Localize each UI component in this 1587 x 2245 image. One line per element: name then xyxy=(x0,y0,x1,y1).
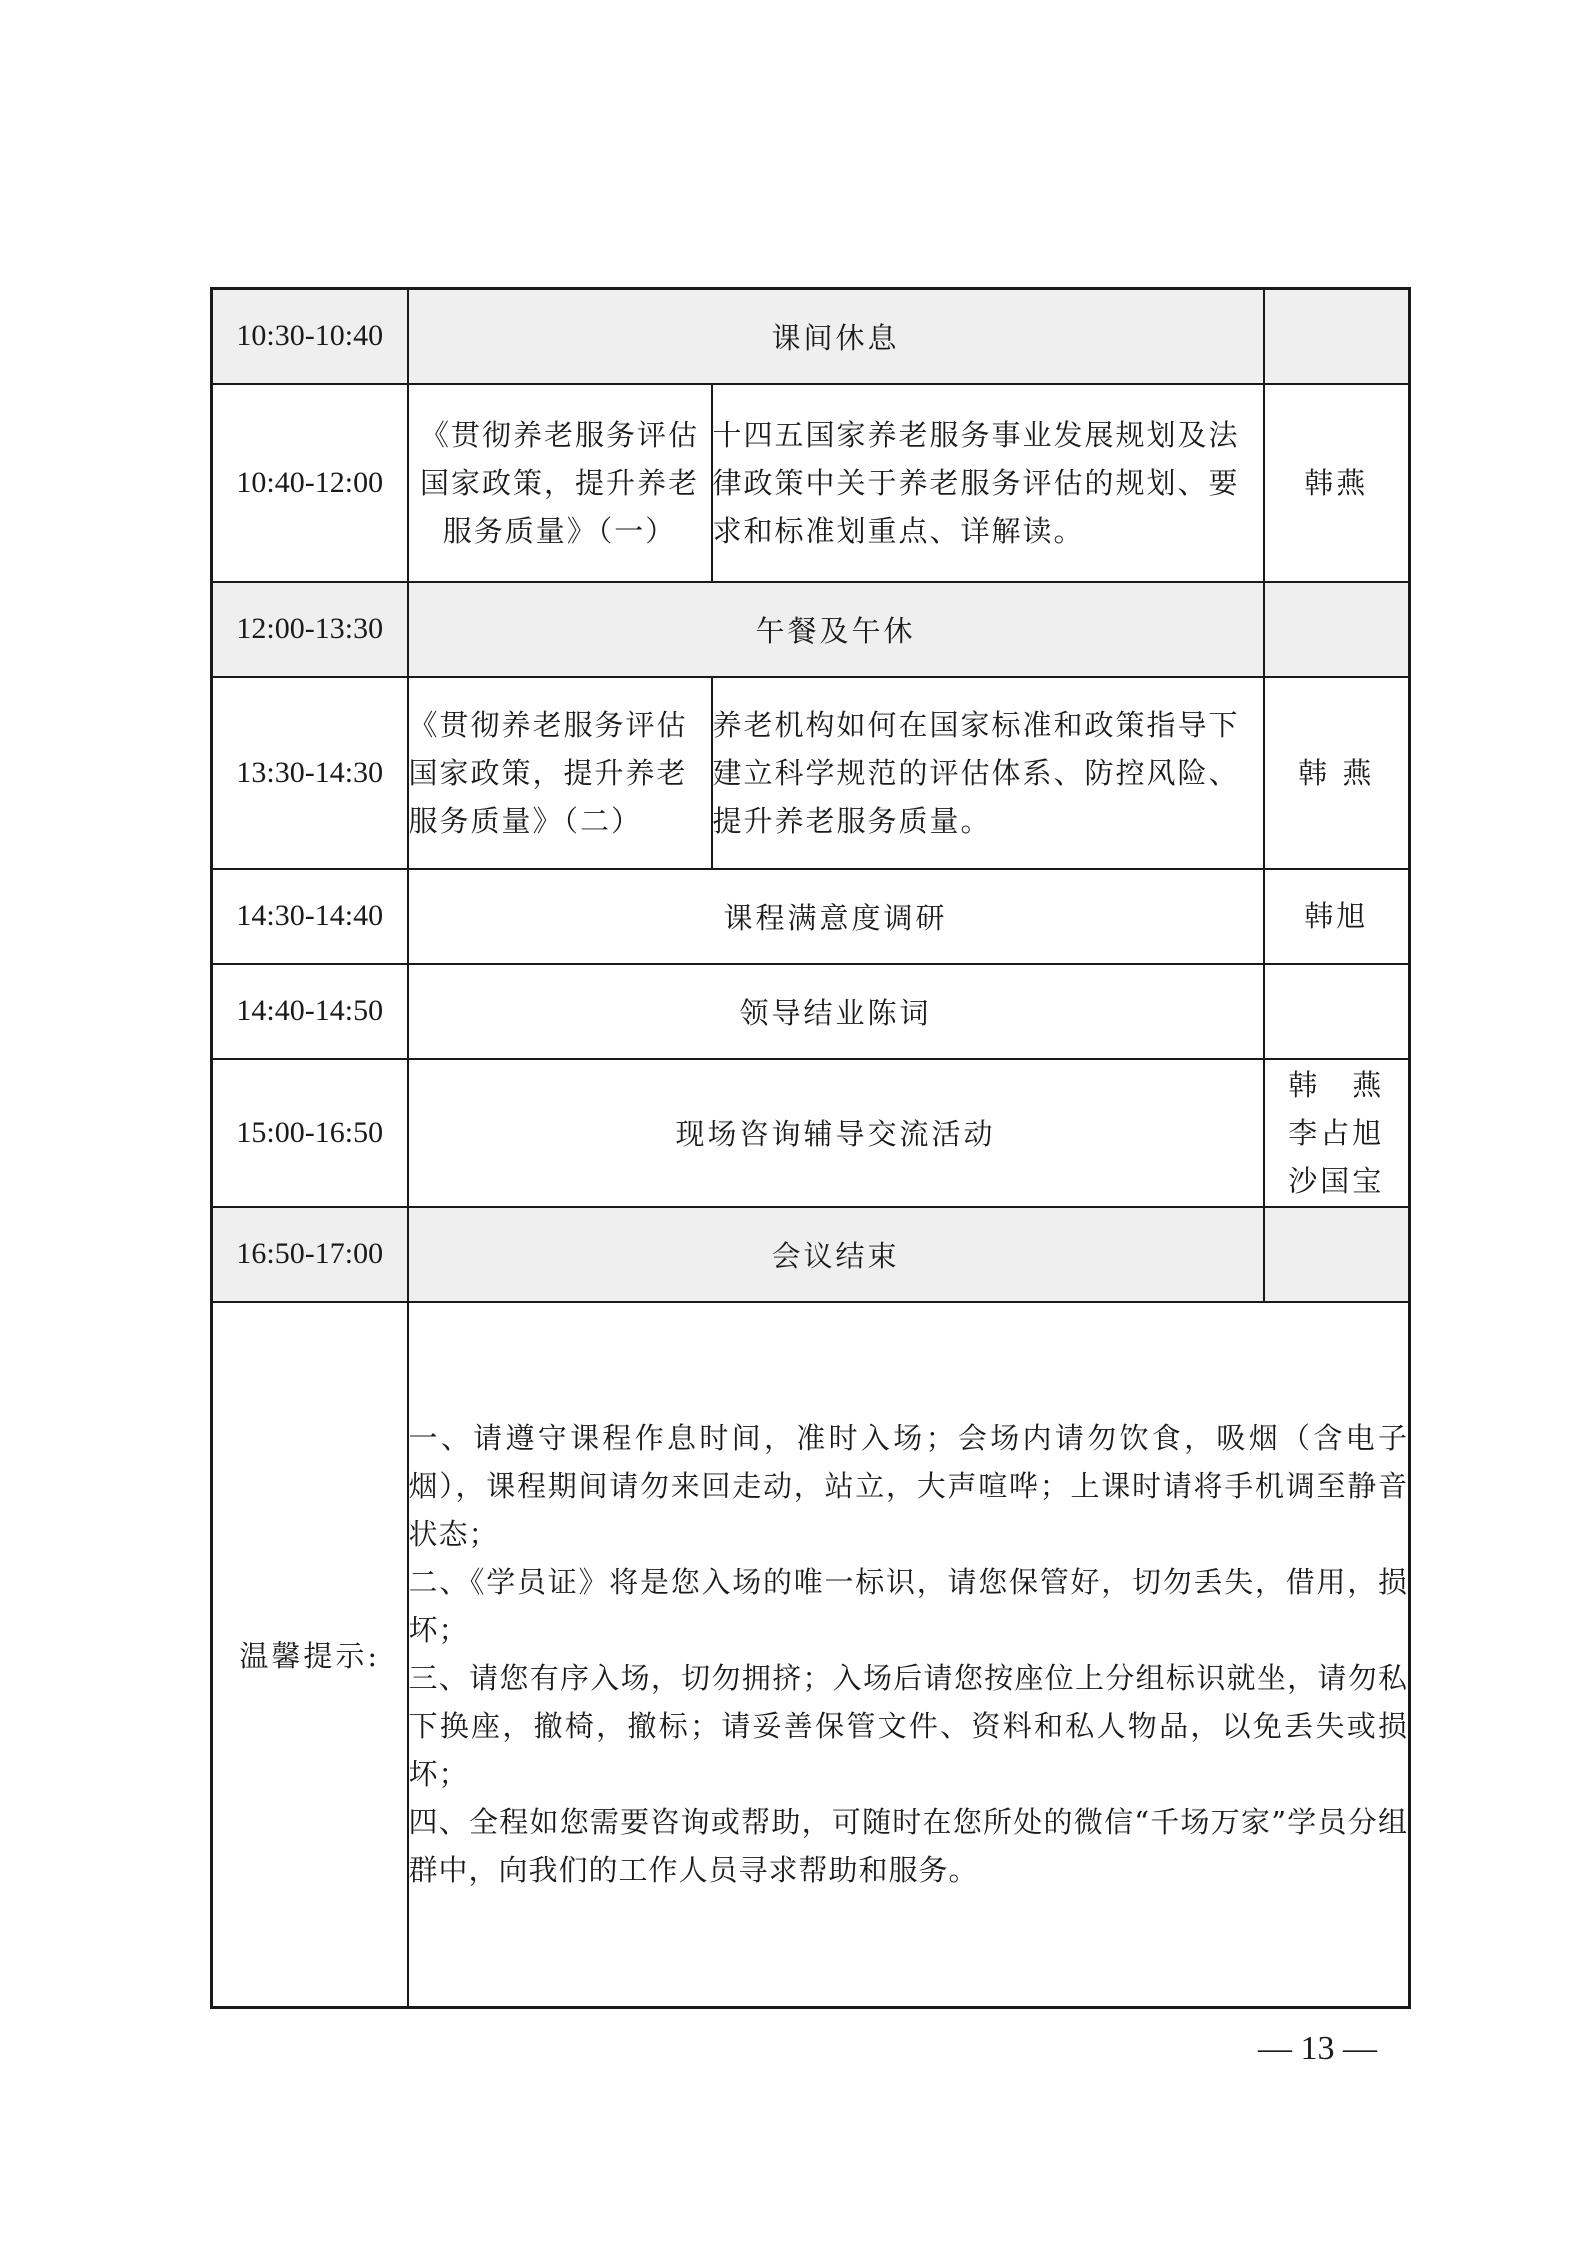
tip-item: 三、请您有序入场，切勿拥挤；入场后请您按座位上分组标识就坐，请勿私下换座，撤椅，撤标；请妥善保管文件、资料和私人物品，以免丢失或损坏； xyxy=(408,1661,1409,1792)
tip-item: 四、全程如您需要咨询或帮助，可随时在您所处的微信“千场万家”学员分组群中，向我们的工作人员寻求帮助和服务。 xyxy=(408,1805,1409,1888)
activity-cell: 课间休息 xyxy=(408,289,1264,384)
course-title-cell: 《贯彻养老服务评估国家政策，提升养老服务质量》（二） xyxy=(408,677,712,869)
activity-cell: 领导结业陈词 xyxy=(408,964,1264,1059)
speaker-name: 沙国宝 xyxy=(1288,1163,1385,1198)
table-row xyxy=(212,964,1410,1059)
speaker-cell xyxy=(1264,1059,1410,1207)
time-cell: 14:40-14:50 xyxy=(212,964,408,1059)
course-content-cell: 十四五国家养老服务事业发展规划及法律政策中关于养老服务评估的规划、要求和标准划重点、详解读。 xyxy=(712,384,1264,582)
speaker-name: 韩 燕 xyxy=(1288,1067,1385,1102)
time-cell: 10:40-12:00 xyxy=(212,384,408,582)
speaker-cell: 韩燕 xyxy=(1264,384,1410,582)
speaker-cell xyxy=(1264,289,1410,384)
speaker-cell xyxy=(1264,964,1410,1059)
speaker-cell xyxy=(1264,582,1410,677)
speaker-cell xyxy=(1264,1207,1410,1302)
activity-cell: 会议结束 xyxy=(408,1207,1264,1302)
table-row xyxy=(212,677,1410,869)
table-row xyxy=(212,1059,1410,1207)
activity-cell: 现场咨询辅导交流活动 xyxy=(408,1059,1264,1207)
time-cell: 16:50-17:00 xyxy=(212,1207,408,1302)
tips-row xyxy=(212,1302,1410,2008)
activity-cell: 课程满意度调研 xyxy=(408,869,1264,964)
time-cell: 15:00-16:50 xyxy=(212,1059,408,1207)
table-row xyxy=(212,582,1410,677)
page-number: — 13 — xyxy=(1258,2030,1377,2067)
speaker-cell: 韩 燕 xyxy=(1264,677,1410,869)
time-cell: 10:30-10:40 xyxy=(212,289,408,384)
course-title-cell: 《贯彻养老服务评估国家政策，提升养老服务质量》（一） xyxy=(408,384,712,582)
tips-label: 温馨提示: xyxy=(212,1302,408,2008)
tip-item: 二、《学员证》将是您入场的唯一标识，请您保管好，切勿丢失，借用，损坏； xyxy=(408,1565,1409,1648)
table-row xyxy=(212,384,1410,582)
table-row xyxy=(212,289,1410,384)
schedule-table xyxy=(210,287,1411,2009)
time-cell: 14:30-14:40 xyxy=(212,869,408,964)
activity-cell: 午餐及午休 xyxy=(408,582,1264,677)
tip-item: 一、请遵守课程作息时间，准时入场；会场内请勿饮食，吸烟（含电子烟），课程期间请勿来回走动，站立，大声喧哗；上课时请将手机调至静音状态； xyxy=(408,1421,1409,1552)
speaker-name: 李占旭 xyxy=(1288,1115,1385,1150)
tips-content xyxy=(408,1302,1410,2008)
time-cell: 12:00-13:30 xyxy=(212,582,408,677)
course-content-cell: 养老机构如何在国家标准和政策指导下建立科学规范的评估体系、防控风险、提升养老服务质量。 xyxy=(712,677,1264,869)
table-row xyxy=(212,869,1410,964)
time-cell: 13:30-14:30 xyxy=(212,677,408,869)
speaker-cell: 韩旭 xyxy=(1264,869,1410,964)
table-row xyxy=(212,1207,1410,1302)
